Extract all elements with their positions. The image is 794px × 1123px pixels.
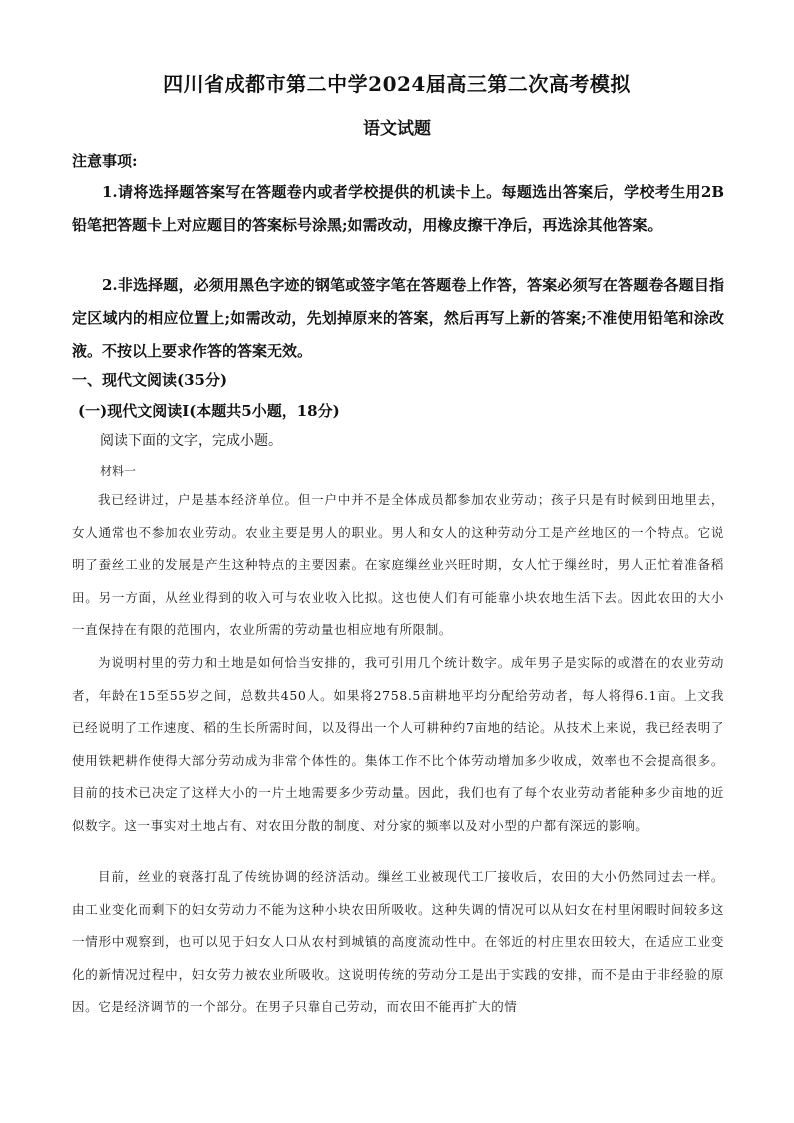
reading-instruction: 阅读下面的文字，完成小题。	[100, 433, 282, 449]
material-paragraph: 目前，丝业的衰落打乱了传统协调的经济活动。缫丝工业被现代工厂接收后，农田的大小仍然同过去一样。由工业变化而剩下的妇女劳动力不能为这种小块农田所吸收。这种失调的情况可以从妇女在村里闲暇时间较多这一情形中观察到，也可以见于妇女人口从农村到城镇的高度流动性中。在邻近的村庄里农田较大，在适应工业变化的新情况过程中，妇女劳力被农业所吸收。这说明传统的劳动分工是出于实践的安排，而不是由于非经验的原因。它是经济调节的一个部分。在男子只靠自己劳动，而农田不能再扩大的情	[72, 869, 724, 1014]
exam-title: 四川省成都市第二中学2024届高三第二次高考模拟	[163, 72, 631, 96]
section-heading: 一、现代文阅读(35分)	[72, 371, 228, 389]
notice-heading: 注意事项:	[72, 152, 138, 170]
notice-item-2: 2.非选择题，必须用黑色字迹的钢笔或签字笔在答题卷上作答，答案必须写在答题卷各题目指定区域内的相应位置上;如需改动，先划掉原来的答案，然后再写上新的答案;不准使用铅笔和涂改液。不按以上要求作答的答案无效。	[72, 276, 724, 360]
material-label: 材料一	[100, 464, 137, 478]
material-paragraph: 我已经讲过，户是基本经济单位。但一户中并不是全体成员都参加农业劳动；孩子只是有时候到田地里去，女人通常也不参加农业劳动。农业主要是男人的职业。男人和女人的这种劳动分工是产丝地区的一个特点。它说明了蚕丝工业的发展是产生这种特点的主要因素。在家庭缫丝业兴旺时期，女人忙于缫丝时，男人正忙着准备稻田。另一方面，从丝业得到的收入可与农业收入比拟。这也使人们有可能靠小块农地生活下去。因此农田的大小一直保持在有限的范围内，农业所需的劳动量也相应地有所限制。	[72, 492, 724, 637]
material-paragraph: 为说明村里的劳力和土地是如何恰当安排的，我可引用几个统计数字。成年男子是实际的或潜在的农业劳动者，年龄在15至55岁之间，总数共450人。如果将2758.5亩耕地平均分配给劳动者，每人将得6.1亩。上文我已经说明了工作速度、稻的生长所需时间，以及得出一个人可耕种约7亩地的结论。从技术上来说，我已经表明了使用铁耙耕作使得大部分劳动成为非常个体性的。集体工作不比个体劳动增加多少收成，效率也不会提高很多。目前的技术已决定了这样大小的一片土地需要多少劳动量。因此，我们也有了每个农业劳动者能种多少亩地的近似数字。这一事实对土地占有、对农田分散的制度、对分家的频率以及对小型的户都有深远的影响。	[72, 655, 724, 833]
exam-subtitle: 语文试题	[363, 119, 431, 139]
notice-item-1: 1.请将选择题答案写在答题卷内或者学校提供的机读卡上。每题选出答案后，学校考生用2B铅笔把答题卡上对应题目的答案标号涂黑;如需改动，用橡皮擦干净后，再选涂其他答案。	[72, 183, 724, 234]
section-subheading: (一)现代文阅读Ⅰ(本题共5小题，18分)	[78, 402, 340, 420]
